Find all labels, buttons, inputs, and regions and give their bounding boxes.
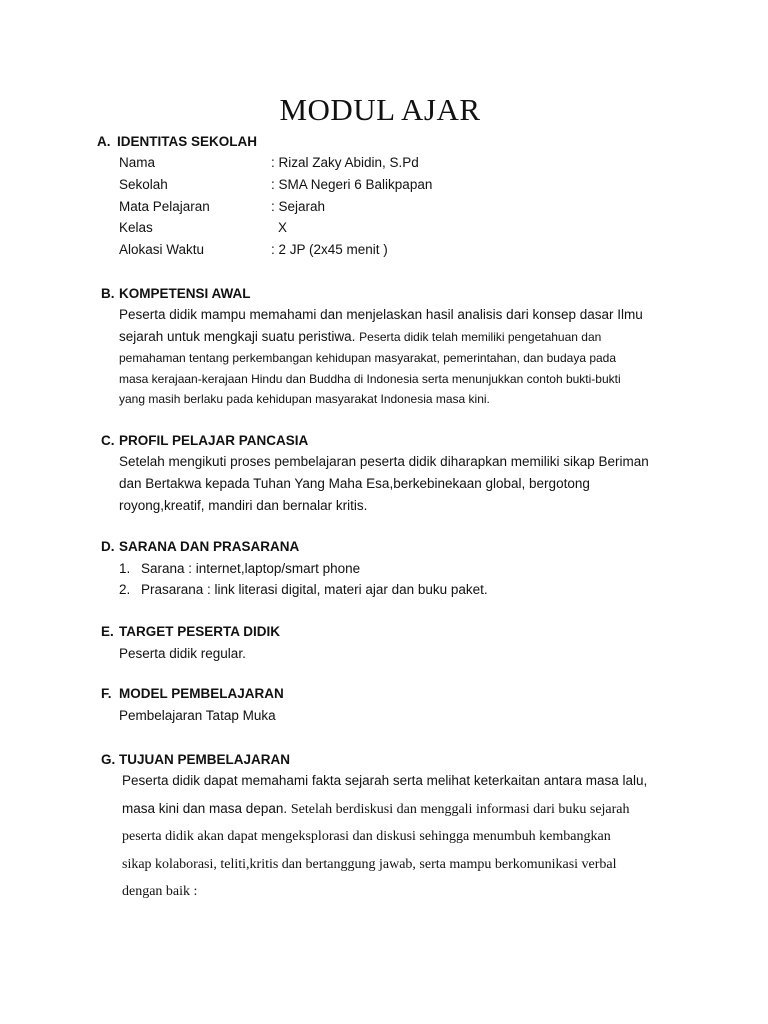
identity-label: Sekolah — [119, 177, 168, 192]
paragraph-segment: masa kini dan masa depan. — [122, 801, 288, 816]
section-b-letter: B. — [101, 286, 115, 301]
paragraph-segment: Peserta didik telah memiliki pengetahuan dan — [359, 330, 602, 344]
paragraph-line: peserta didik akan dapat mengeksplorasi dan diskusi sehingga menumbuh kembangkan — [122, 829, 611, 844]
section-a-letter: A. — [97, 134, 111, 149]
identity-label: Kelas — [119, 220, 153, 235]
paragraph-line: yang masih berlaku pada kehidupan masyarakat Indonesia masa kini. — [119, 392, 490, 406]
paragraph-segment: Setelah berdiskusi dan menggali informasi dari buku sejarah — [290, 802, 630, 817]
identity-value: X — [278, 220, 288, 235]
paragraph-line: dan Bertakwa kepada Tuhan Yang Maha Esa,berkebinekaan global, bergotong — [119, 476, 590, 491]
list-text: Prasarana : link literasi digital, materi ajar dan buku paket. — [141, 582, 488, 597]
section-b-heading — [101, 286, 251, 301]
section-f-heading — [101, 686, 284, 701]
identity-row-mapel — [119, 199, 325, 214]
paragraph-line: royong,kreatif, mandiri dan bernalar kritis. — [119, 498, 368, 513]
section-g-heading — [101, 752, 290, 767]
paragraph-line — [119, 329, 601, 344]
paragraph-line — [122, 801, 630, 818]
list-item — [119, 582, 488, 597]
identity-row-kelas — [119, 220, 287, 235]
identity-row-sekolah — [119, 177, 432, 192]
section-d-letter: D. — [101, 539, 115, 554]
identity-label: Nama — [119, 155, 156, 170]
section-g-letter: G. — [101, 752, 116, 767]
paragraph-line: pemahaman tentang perkembangan kehidupan masyarakat, pemerintahan, dan budaya pada — [119, 351, 617, 365]
section-c-heading — [101, 433, 308, 448]
section-c-title: PROFIL PELAJAR PANCASIA — [119, 433, 309, 448]
identity-value: : Sejarah — [271, 199, 326, 214]
section-a-title: IDENTITAS SEKOLAH — [117, 134, 258, 149]
paragraph-line: dengan baik : — [122, 884, 198, 899]
paragraph-line: Pembelajaran Tatap Muka — [119, 708, 276, 723]
section-f-title: MODEL PEMBELAJARAN — [119, 686, 284, 701]
section-c-letter: C. — [101, 433, 115, 448]
paragraph-line: Peserta didik mampu memahami dan menjelaskan hasil analisis dari konsep dasar Ilmu — [119, 307, 643, 322]
section-d-heading — [101, 539, 299, 554]
section-f-letter: F. — [101, 686, 112, 701]
identity-value: : Rizal Zaky Abidin, S.Pd — [271, 155, 419, 170]
section-e-heading — [101, 624, 280, 639]
identity-label: Mata Pelajaran — [119, 199, 210, 214]
identity-row-nama — [119, 155, 419, 170]
list-item — [119, 561, 360, 576]
section-e-letter: E. — [101, 624, 114, 639]
identity-value: : SMA Negeri 6 Balikpapan — [271, 177, 433, 192]
section-b-title: KOMPETENSI AWAL — [119, 286, 251, 301]
list-text: Sarana : internet,laptop/smart phone — [141, 561, 361, 576]
document-title: MODUL AJAR — [279, 92, 481, 127]
section-d-title: SARANA DAN PRASARANA — [119, 539, 300, 554]
paragraph-segment: sejarah untuk mengkaji suatu peristiwa. — [119, 329, 356, 344]
section-a-heading — [97, 134, 257, 149]
paragraph-line: Peserta didik dapat memahami fakta sejarah serta melihat keterkaitan antara masa lalu, — [122, 773, 648, 788]
list-number: 2. — [119, 582, 131, 597]
identity-row-alokasi — [119, 242, 388, 257]
section-e-title: TARGET PESERTA DIDIK — [119, 624, 281, 639]
paragraph-line: masa kerajaan-kerajaan Hindu dan Buddha di Indonesia serta menunjukkan contoh bukti-bukti — [119, 372, 621, 386]
paragraph-line: Peserta didik regular. — [119, 646, 246, 661]
paragraph-line: sikap kolaborasi, teliti,kritis dan bertanggung jawab, serta mampu berkomunikasi verbal — [122, 857, 617, 872]
identity-value: : 2 JP (2x45 menit ) — [271, 242, 388, 257]
paragraph-line: Setelah mengikuti proses pembelajaran peserta didik diharapkan memiliki sikap Beriman — [119, 454, 649, 469]
list-number: 1. — [119, 561, 131, 576]
section-g-title: TUJUAN PEMBELAJARAN — [119, 752, 291, 767]
identity-label: Alokasi Waktu — [119, 242, 205, 257]
